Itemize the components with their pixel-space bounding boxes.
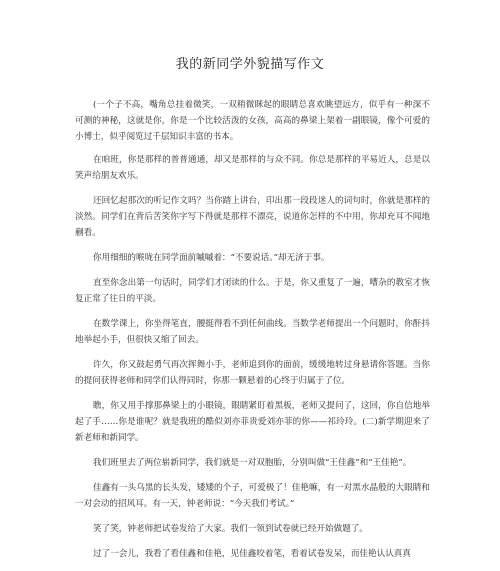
paragraph: 瞧，你又用手撑那鼻梁上的小眼镜，眼睛紧盯着黑板，老师又提问了，这回，你自信地举起了手……你是谁呢？就是我班的酷似刘亦菲贵爱刘亦菲的你——祁玲玲。(二)新学期迎来了新老师和新同学。 (75, 401, 430, 443)
document-body (75, 97, 430, 571)
paragraph: 你用细细的喉咙在同学面前嘁嘁着：“不要说话。”却无济于事。 (93, 253, 330, 263)
paragraph: 在数学课上，你坐得笔直，腰挺得看不到任何曲线。当数学老师提出一个问题时，你酐抖地举起小手，但很快又缩了回去。 (75, 319, 430, 345)
paragraph: 在咱班，你是那样的普普通通，却又是那样的与众不同。你总是那样的平易近人，总是以笑声给朋友欢乐。 (75, 155, 430, 181)
paragraph: 许久，你又鼓起勇气再次挥舞小手，老师追到你的面前，缓缓地转过身悬请你答题。当你的提问获得老师和同学们认得同时，你那一颗悬着的心终于归属于了位。 (75, 360, 430, 386)
paragraph: 我们班里去了两位崭新同学，我们就是一对双胞胎，分别叫做“王佳鑫”和“王佳艳”。 (93, 458, 412, 468)
document-title: 我的新同学外貌描写作文 (175, 57, 325, 72)
paragraph: (一个子不高，嘴角总挂着微笑，一双稍微眯起的眼睛总喜欢眺望远方，似乎有一种深不可测的神秘，这就是你，你是一个比较活泼的女孩，高高的鼻梁上架着一副眼镜，像个可爱的小博士，似乎阅览过千层知识丰富的书本。 (75, 100, 430, 142)
paragraph: 笑了笑，钟老师把试卷发给了大家。我们一领到试卷就已经开始做题了。 (93, 524, 369, 534)
paragraph: 过了一会儿，我看了看佳鑫和佳艳，见佳鑫咬着笔，看着试卷发呆，而佳艳认认真真 (93, 549, 411, 559)
paragraph: 佳鑫有一头乌黑的长头发，矮矮的个子，可爱极了！佳艳嘛，有一对黑水晶般的大眼睛和一对会动的招风耳。有一天，钟老师说：“今天我们考试。” (75, 483, 430, 509)
paragraph: 还回忆起那次的听记作文吗？当你踏上讲台，印出那一段段迷人的词句时，你就是那样的淡然。同学们在背后苦笑你字写下得就是那样不漂亮，说道你怎样的不中用，你却充耳不闻地蒯看。 (75, 196, 430, 238)
paragraph: 直至你念出第一句话时，同学们才闭读的什么。于是，你又重复了一遍，嘈杂的教室才恢复正常了往日的平淡。 (75, 278, 430, 304)
